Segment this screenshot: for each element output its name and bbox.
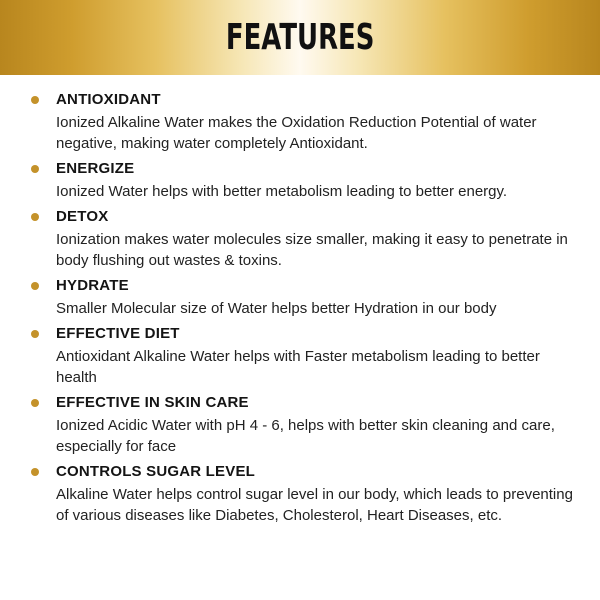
feature-description: Ionized Alkaline Water makes the Oxidation Reduction Potential of water negative, making water completely Antioxidant. <box>56 114 537 152</box>
bullet-icon <box>31 399 39 407</box>
feature-item-antioxidant <box>0 90 600 154</box>
page-title: FEATURES <box>225 16 375 58</box>
feature-item-effective-diet <box>0 324 600 388</box>
feature-item-detox <box>0 207 600 271</box>
bullet-icon <box>31 468 39 476</box>
feature-item-sugar-level <box>0 462 600 526</box>
feature-item-skin-care <box>0 393 600 457</box>
feature-description: Ionization makes water molecules size smaller, making it easy to penetrate in body flushing out wastes & toxins. <box>56 231 568 269</box>
features-list <box>0 90 600 531</box>
feature-description: Smaller Molecular size of Water helps better Hydration in our body <box>56 300 497 317</box>
feature-description: Ionized Water helps with better metabolism leading to better energy. <box>56 183 508 200</box>
feature-item-hydrate <box>0 276 600 319</box>
feature-title: CONTROLS SUGAR LEVEL <box>56 463 256 480</box>
bullet-icon <box>31 330 39 338</box>
feature-title: EFFECTIVE IN SKIN CARE <box>56 394 249 411</box>
feature-item-energize <box>0 159 600 202</box>
bullet-icon <box>31 96 39 104</box>
bullet-icon <box>31 282 39 290</box>
feature-title: HYDRATE <box>56 277 129 294</box>
bullet-icon <box>31 165 39 173</box>
feature-title: DETOX <box>56 208 109 225</box>
feature-title: EFFECTIVE DIET <box>56 325 180 342</box>
feature-description: Antioxidant Alkaline Water helps with Faster metabolism leading to better health <box>56 348 540 386</box>
header-banner <box>0 0 600 75</box>
bullet-icon <box>31 213 39 221</box>
feature-title: ENERGIZE <box>56 160 135 177</box>
feature-title: ANTIOXIDANT <box>56 91 161 108</box>
feature-description: Ionized Acidic Water with pH 4 - 6, helps with better skin cleaning and care, especially for face <box>56 417 555 455</box>
feature-description: Alkaline Water helps control sugar level in our body, which leads to preventing of various diseases like Diabetes, Cholesterol, Heart Diseases, etc. <box>56 486 573 524</box>
